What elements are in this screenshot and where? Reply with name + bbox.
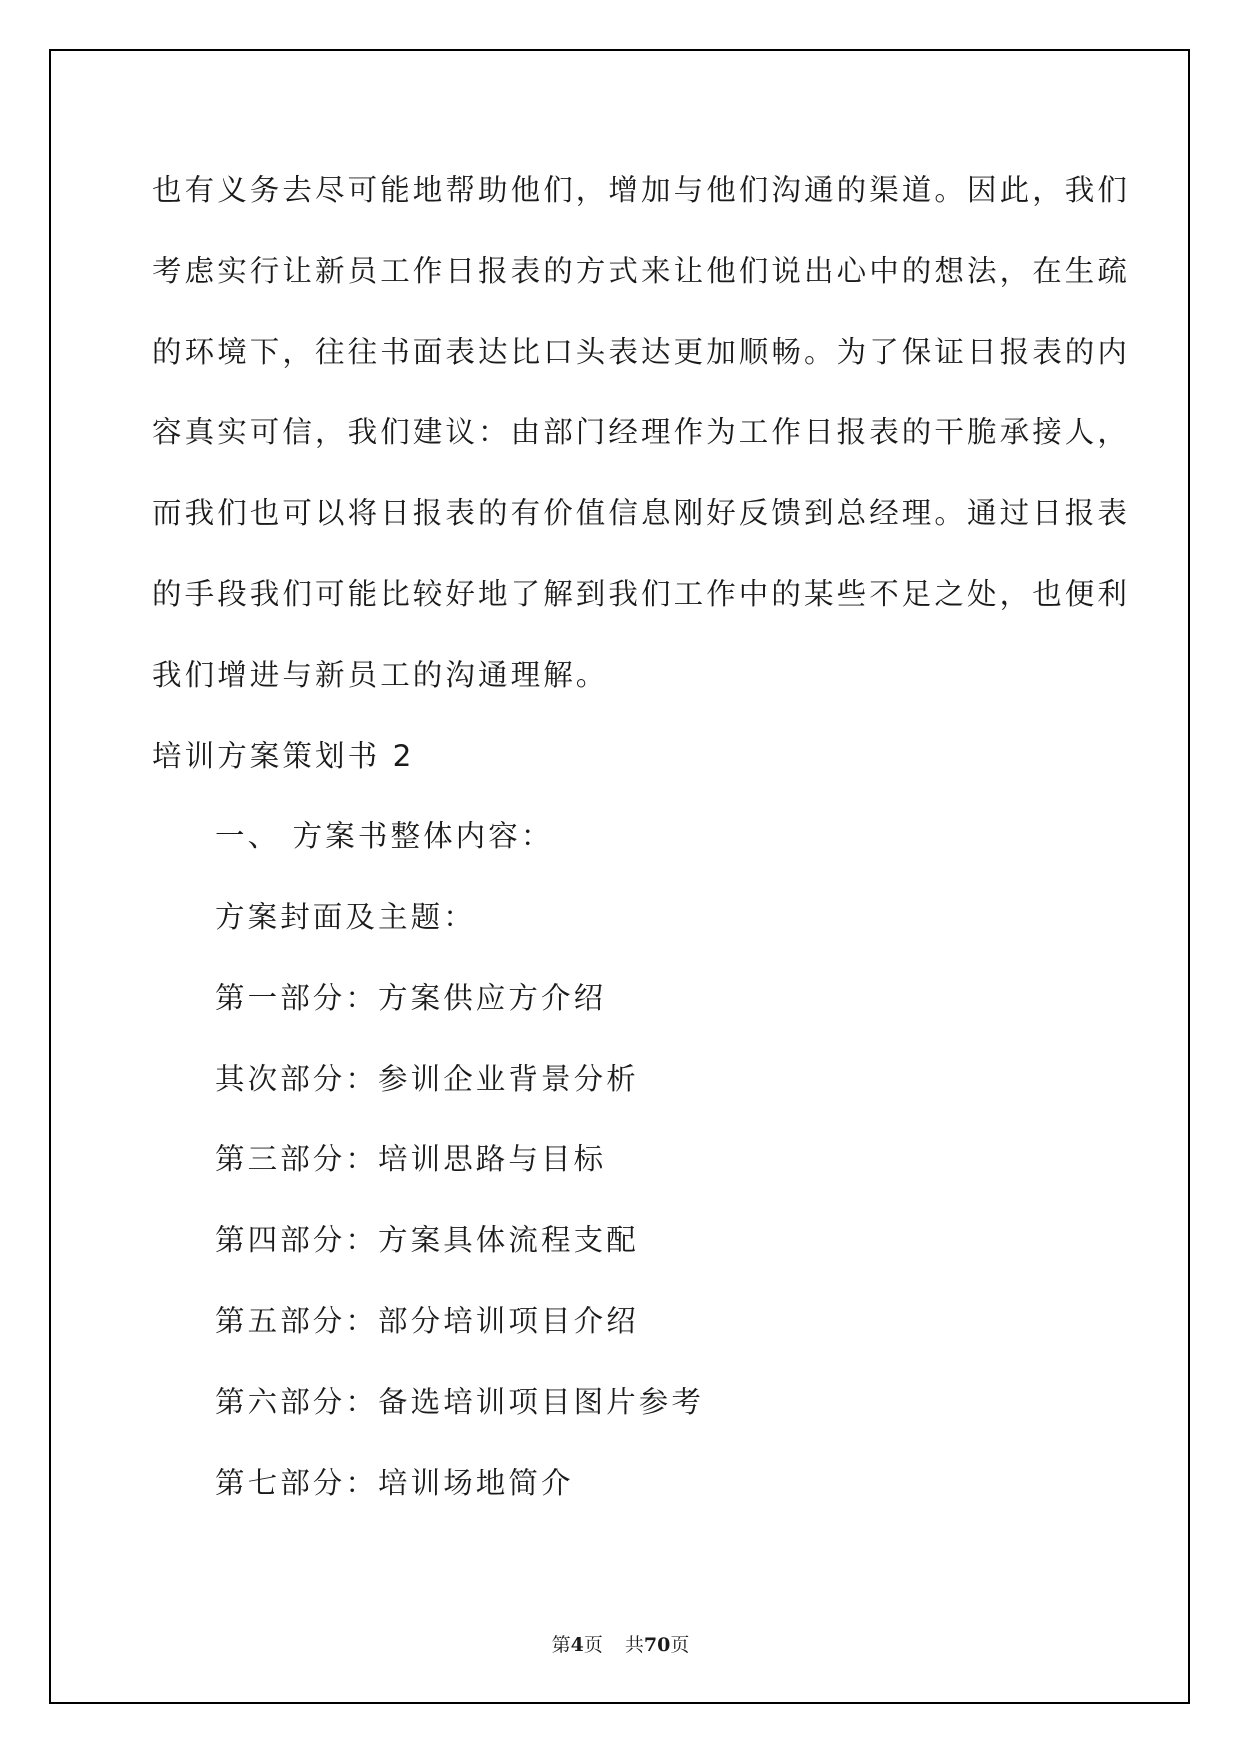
outline-cover: 方案封面及主题： bbox=[215, 900, 476, 934]
paragraph-line: 也有义务去尽可能地帮助他们，增加与他们沟通的渠道。因此，我们 bbox=[152, 173, 1131, 207]
page-prefix: 第 bbox=[551, 1634, 571, 1656]
paragraph-line: 容真实可信，我们建议：由部门经理作为工作日报表的干脆承接人， bbox=[152, 415, 1131, 449]
outline-part: 第七部分：培训场地简介 bbox=[215, 1466, 574, 1500]
page-footer bbox=[0, 1633, 1241, 1657]
outline-part: 第四部分：方案具体流程支配 bbox=[215, 1223, 639, 1257]
section-title: 培训方案策划书 2 bbox=[152, 739, 415, 773]
outline-part: 其次部分：参训企业背景分析 bbox=[215, 1062, 639, 1096]
paragraph-line: 而我们也可以将日报表的有价值信息刚好反馈到总经理。通过日报表 bbox=[152, 496, 1131, 530]
outline-heading: 一、 方案书整体内容： bbox=[215, 819, 554, 853]
total-prefix: 共 bbox=[624, 1634, 644, 1656]
outline-part: 第一部分：方案供应方介绍 bbox=[215, 981, 607, 1015]
paragraph-line: 的环境下，往往书面表达比口头表达更加顺畅。为了保证日报表的内 bbox=[152, 335, 1131, 369]
outline-part: 第五部分：部分培训项目介绍 bbox=[215, 1304, 639, 1338]
page-number: 4 bbox=[570, 1634, 584, 1656]
paragraph-line: 的手段我们可能比较好地了解到我们工作中的某些不足之处，也便利 bbox=[152, 577, 1131, 611]
outline-part: 第三部分：培训思路与目标 bbox=[215, 1142, 607, 1176]
page-border bbox=[49, 49, 1190, 1704]
total-pages: 70 bbox=[643, 1634, 671, 1656]
outline-part: 第六部分：备选培训项目图片参考 bbox=[215, 1385, 705, 1419]
total-suffix: 页 bbox=[670, 1634, 690, 1656]
paragraph-line: 考虑实行让新员工作日报表的方式来让他们说出心中的想法，在生疏 bbox=[152, 254, 1131, 288]
paragraph-line: 我们增进与新员工的沟通理解。 bbox=[152, 658, 609, 692]
page-suffix: 页 bbox=[583, 1634, 603, 1656]
